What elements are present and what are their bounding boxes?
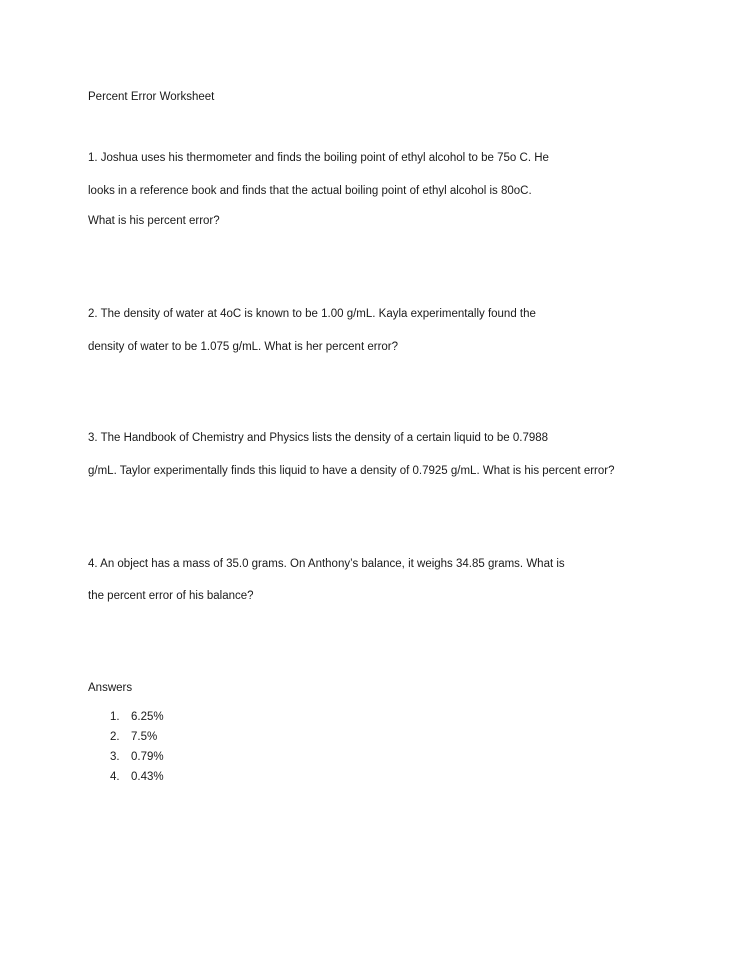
- question-2-line-1: 2. The density of water at 4oC is known to be 1.00 g/mL. Kayla experimentally found the: [88, 308, 536, 320]
- question-1-line-2: looks in a reference book and finds that the actual boiling point of ethyl alcohol is 80oC.: [88, 185, 532, 197]
- question-3-line-2: g/mL. Taylor experimentally finds this liquid to have a density of 0.7925 g/mL. What is his percent error?: [88, 465, 615, 477]
- question-1-line-3: What is his percent error?: [88, 215, 220, 227]
- answer-value: 6.25%: [131, 711, 164, 723]
- answer-number: 1.: [110, 711, 120, 723]
- question-4-line-2: the percent error of his balance?: [88, 590, 254, 602]
- question-4-line-1: 4. An object has a mass of 35.0 grams. On Anthony’s balance, it weighs 34.85 grams. What is: [88, 558, 565, 570]
- answer-number: 3.: [110, 751, 120, 763]
- answers-heading: Answers: [88, 682, 133, 694]
- page-title: Percent Error Worksheet: [88, 91, 215, 103]
- question-2-line-2: density of water to be 1.075 g/mL. What is her percent error?: [88, 341, 399, 353]
- question-3-line-1: 3. The Handbook of Chemistry and Physics lists the density of a certain liquid to be 0.7988: [88, 432, 549, 444]
- question-1-line-1: 1. Joshua uses his thermometer and finds the boiling point of ethyl alcohol to be 75o C. He: [88, 152, 549, 164]
- answer-number: 2.: [110, 731, 120, 743]
- answer-number: 4.: [110, 771, 120, 783]
- answer-value: 7.5%: [131, 731, 158, 743]
- answer-value: 0.79%: [131, 751, 164, 763]
- answer-value: 0.43%: [131, 771, 164, 783]
